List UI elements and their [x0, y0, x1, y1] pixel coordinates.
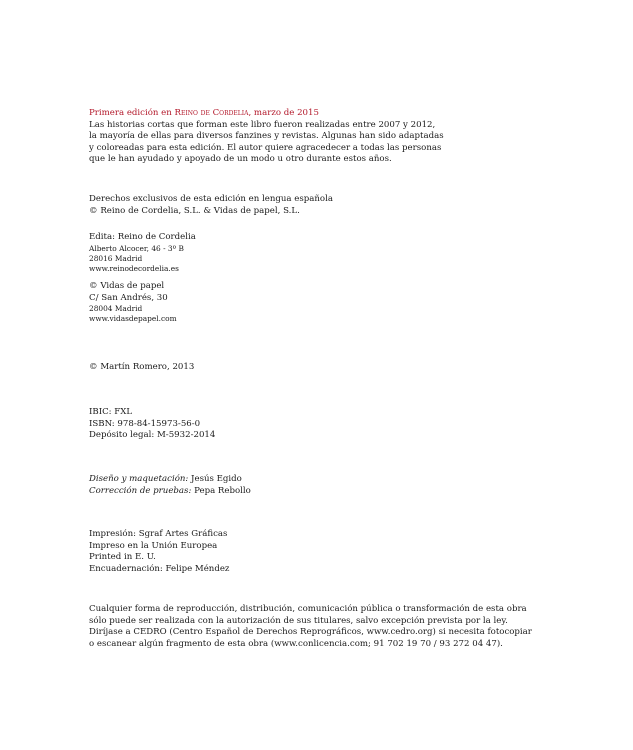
rights-line: © Reino de Cordelia, S.L. & Vidas de papel, S.L.: [89, 205, 300, 216]
ibic-code: IBIC: FXL: [89, 407, 133, 417]
vidas-section: [89, 281, 609, 324]
identifiers-section: [89, 407, 609, 442]
print-line: Impreso en la Unión Europea: [89, 540, 218, 551]
edition-text-line: y coloreadas para esta edición. El autor quiere agracedecer a todas las personas: [89, 142, 442, 153]
legal-line: o escanear algún fragmento de esta obra (www.conlicencia.com; 91 702 19 70 / 93 272 04 47).: [89, 638, 503, 649]
editor-section: [89, 232, 609, 274]
editor-address-line: 28016 Madrid: [89, 253, 143, 263]
edition-text-line: que le han ayudado y apoyado de un modo u otro durante estos años.: [89, 154, 392, 164]
edition-text-line: la mayoría de ellas para diversos fanzines y revistas. Algunas han sido adaptadas: [89, 131, 444, 141]
rights-line: Derechos exclusivos de esta edición en lengua española: [89, 194, 333, 204]
print-line: Impresión: Sgraf Artes Gráficas: [89, 529, 228, 539]
edition-prefix: Primera edición en: [89, 108, 175, 118]
author-copyright: © Martín Romero, 2013: [89, 362, 195, 372]
print-line: Printed in E. U.: [89, 552, 156, 562]
rights-section: [89, 194, 609, 217]
credits-section: [89, 474, 609, 497]
author-copyright-section: [89, 362, 609, 374]
design-name: Jesús Egido: [188, 474, 242, 484]
design-credit: [89, 474, 609, 486]
edition-text-line: Las historias cortas que forman este libro fueron realizadas entre 2007 y 2012,: [89, 119, 436, 130]
legal-line: Cualquier forma de reproducción, distribución, comunicación pública o transformación de esta obra: [89, 604, 527, 614]
vidas-title: © Vidas de papel: [89, 281, 165, 291]
proof-label: Corrección de pruebas:: [89, 485, 192, 496]
edition-heading: [89, 108, 609, 120]
proof-credit: [89, 486, 609, 498]
legal-line: sólo puede ser realizada con la autorización de sus titulares, salvo excepción prevista por la ley.: [89, 615, 508, 626]
editor-address-line: Alberto Alcocer, 46 - 3º B: [89, 243, 184, 253]
vidas-address-line: 28004 Madrid: [89, 304, 143, 313]
print-section: [89, 529, 609, 575]
edition-suffix: , marzo de 2015: [248, 108, 319, 118]
editor-website: www.reinodecordelia.es: [89, 263, 179, 273]
isbn-code: ISBN: 978-84-15973-56-0: [89, 418, 201, 429]
vidas-address-line: C/ San Andrés, 30: [89, 292, 168, 303]
legal-notice-section: [89, 604, 609, 650]
legal-deposit: Depósito legal: M-5932-2014: [89, 430, 216, 440]
vidas-website: www.vidasdepapel.com: [89, 314, 177, 324]
design-label: Diseño y maquetación:: [89, 474, 189, 484]
legal-line: Diríjase a CEDRO (Centro Español de Derechos Reprográficos, www.cedro.org) si necesita fotocopiar: [89, 627, 532, 637]
print-line: Encuadernación: Felipe Méndez: [89, 563, 230, 574]
edition-publisher: Reino de Cordelia: [174, 108, 249, 118]
edition-section: [89, 108, 609, 166]
editor-title: Edita: Reino de Cordelia: [89, 232, 196, 242]
proof-name: Pepa Rebollo: [191, 485, 251, 496]
